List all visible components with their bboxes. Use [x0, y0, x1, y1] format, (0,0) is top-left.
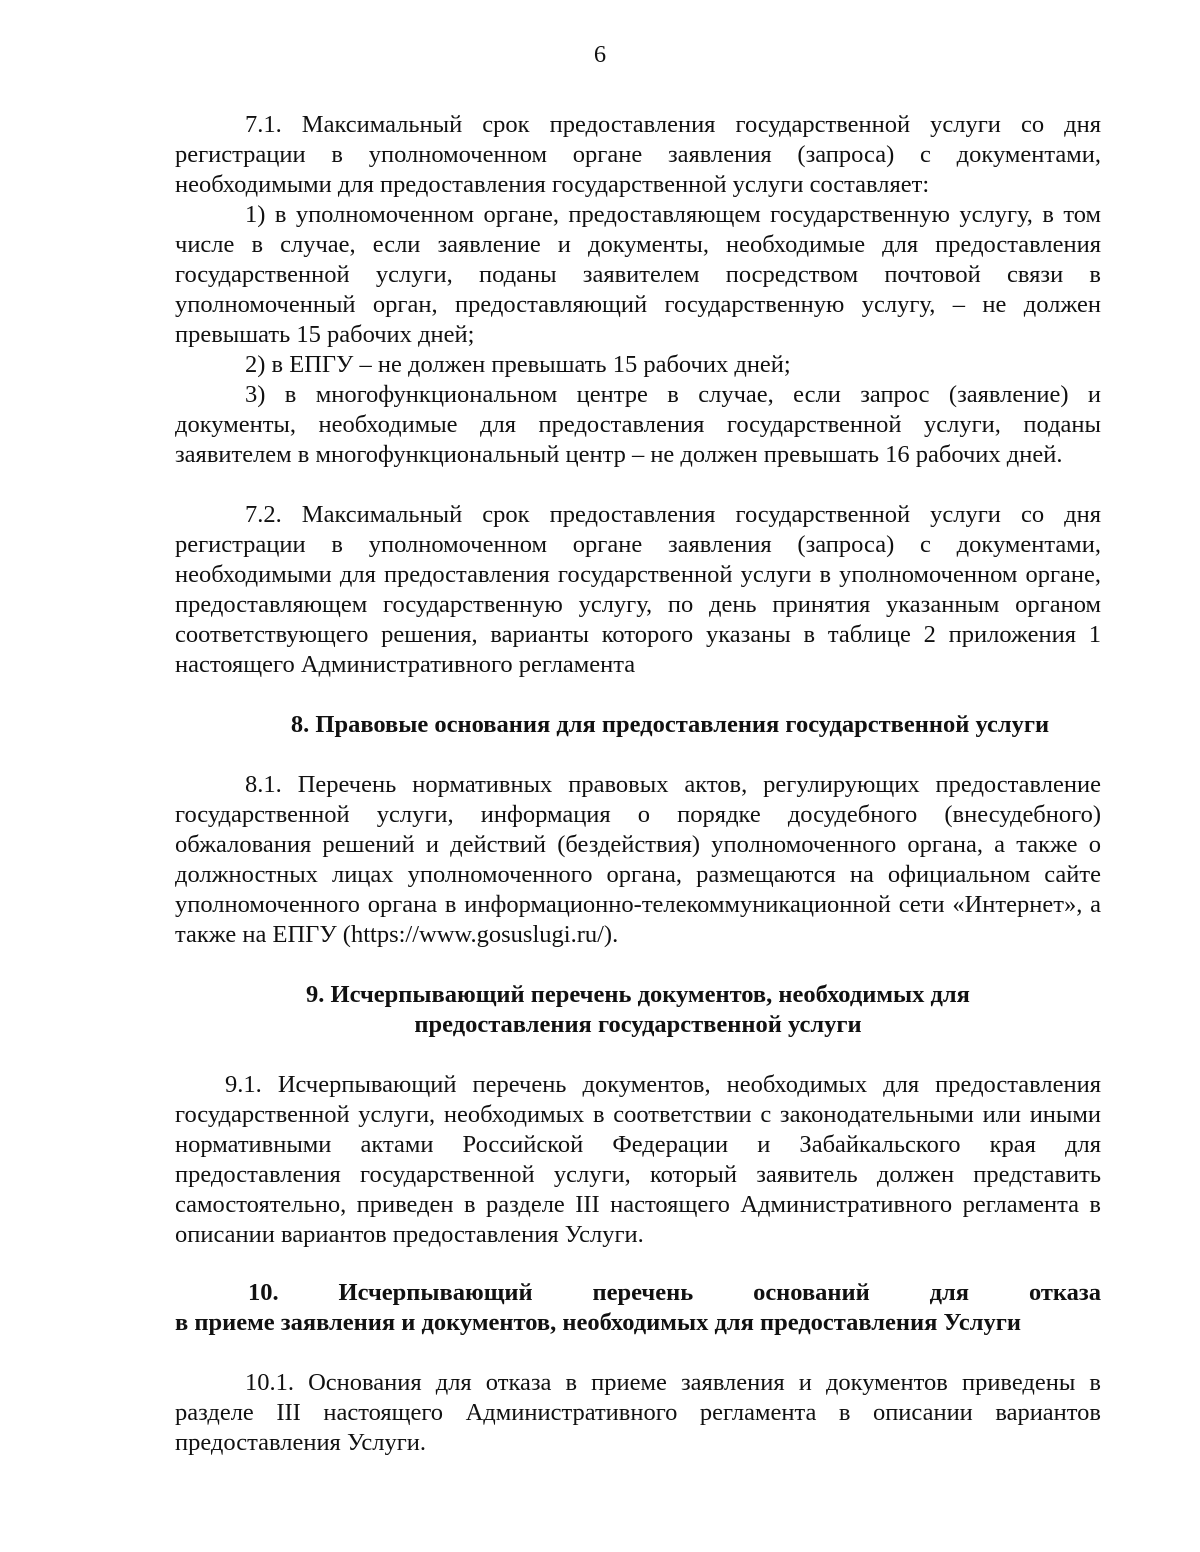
page-number: 6: [593, 41, 607, 68]
section-heading-10-line-2: в приеме заявления и документов, необходимых для предоставления Услуги: [175, 1309, 1021, 1336]
paragraph-7-1-item-1: 1) в уполномоченном органе, предоставляющем государственную услугу, в том числе в случае, если заявление и документы, необходимые для предоставления государственной услуги, поданы заявителем посредством почтовой связи в уполномоченный орган, предоставляющий государственную услугу, – не должен превышать 15 рабочих дней;: [175, 201, 1101, 348]
section-heading-9-line-2: предоставления государственной услуги: [414, 1011, 862, 1038]
section-heading-8: 8. Правовые основания для предоставления государственной услуги: [290, 711, 1050, 738]
paragraph-7-1-item-2: 2) в ЕПГУ – не должен превышать 15 рабочих дней;: [245, 351, 791, 378]
section-heading-10-line-1: 10. Исчерпывающий перечень оснований для отказа: [248, 1279, 1101, 1306]
paragraph-7-2: 7.2. Максимальный срок предоставления государственной услуги со дня регистрации в уполномоченном органе заявления (запроса) с документами, необходимыми для предоставления государственной услуги в уполномоченном органе, предоставляющем государственную услугу, по день принятия указанным органом соответствующего решения, варианты которого указаны в таблице 2 приложения 1 настоящего Административного регламента: [175, 501, 1101, 678]
paragraph-7-1: 7.1. Максимальный срок предоставления государственной услуги со дня регистрации в уполномоченном органе заявления (запроса) с документами, необходимыми для предоставления государственной услуги составляет:: [175, 111, 1101, 198]
paragraph-9-1: 9.1. Исчерпывающий перечень документов, необходимых для предоставления государственной услуги, необходимых в соответствии с законодательными или иными нормативными актами Российской Федерации и Забайкальского края для предоставления государственной услуги, который заявитель должен представить самостоятельно, приведен в разделе III настоящего Административного регламента в описании вариантов предоставления Услуги.: [175, 1071, 1101, 1248]
section-heading-9-line-1: 9. Исчерпывающий перечень документов, необходимых для: [306, 981, 970, 1008]
paragraph-10-1: 10.1. Основания для отказа в приеме заявления и документов приведены в разделе III настоящего Административного регламента в описании вариантов предоставления Услуги.: [175, 1369, 1101, 1456]
paragraph-8-1: 8.1. Перечень нормативных правовых актов, регулирующих предоставление государственной услуги, информация о порядке досудебного (внесудебного) обжалования решений и действий (бездействия) уполномоченного органа, а также о должностных лицах уполномоченного органа, размещаются на официальном сайте уполномоченного органа в информационно-телекоммуникационной сети «Интернет», а также на ЕПГУ (https://www.gosuslugi.ru/).: [175, 771, 1101, 948]
paragraph-7-1-item-3: 3) в многофункциональном центре в случае, если запрос (заявление) и документы, необходимые для предоставления государственной услуги, поданы заявителем в многофункциональный центр – не должен превышать 16 рабочих дней.: [175, 381, 1101, 468]
